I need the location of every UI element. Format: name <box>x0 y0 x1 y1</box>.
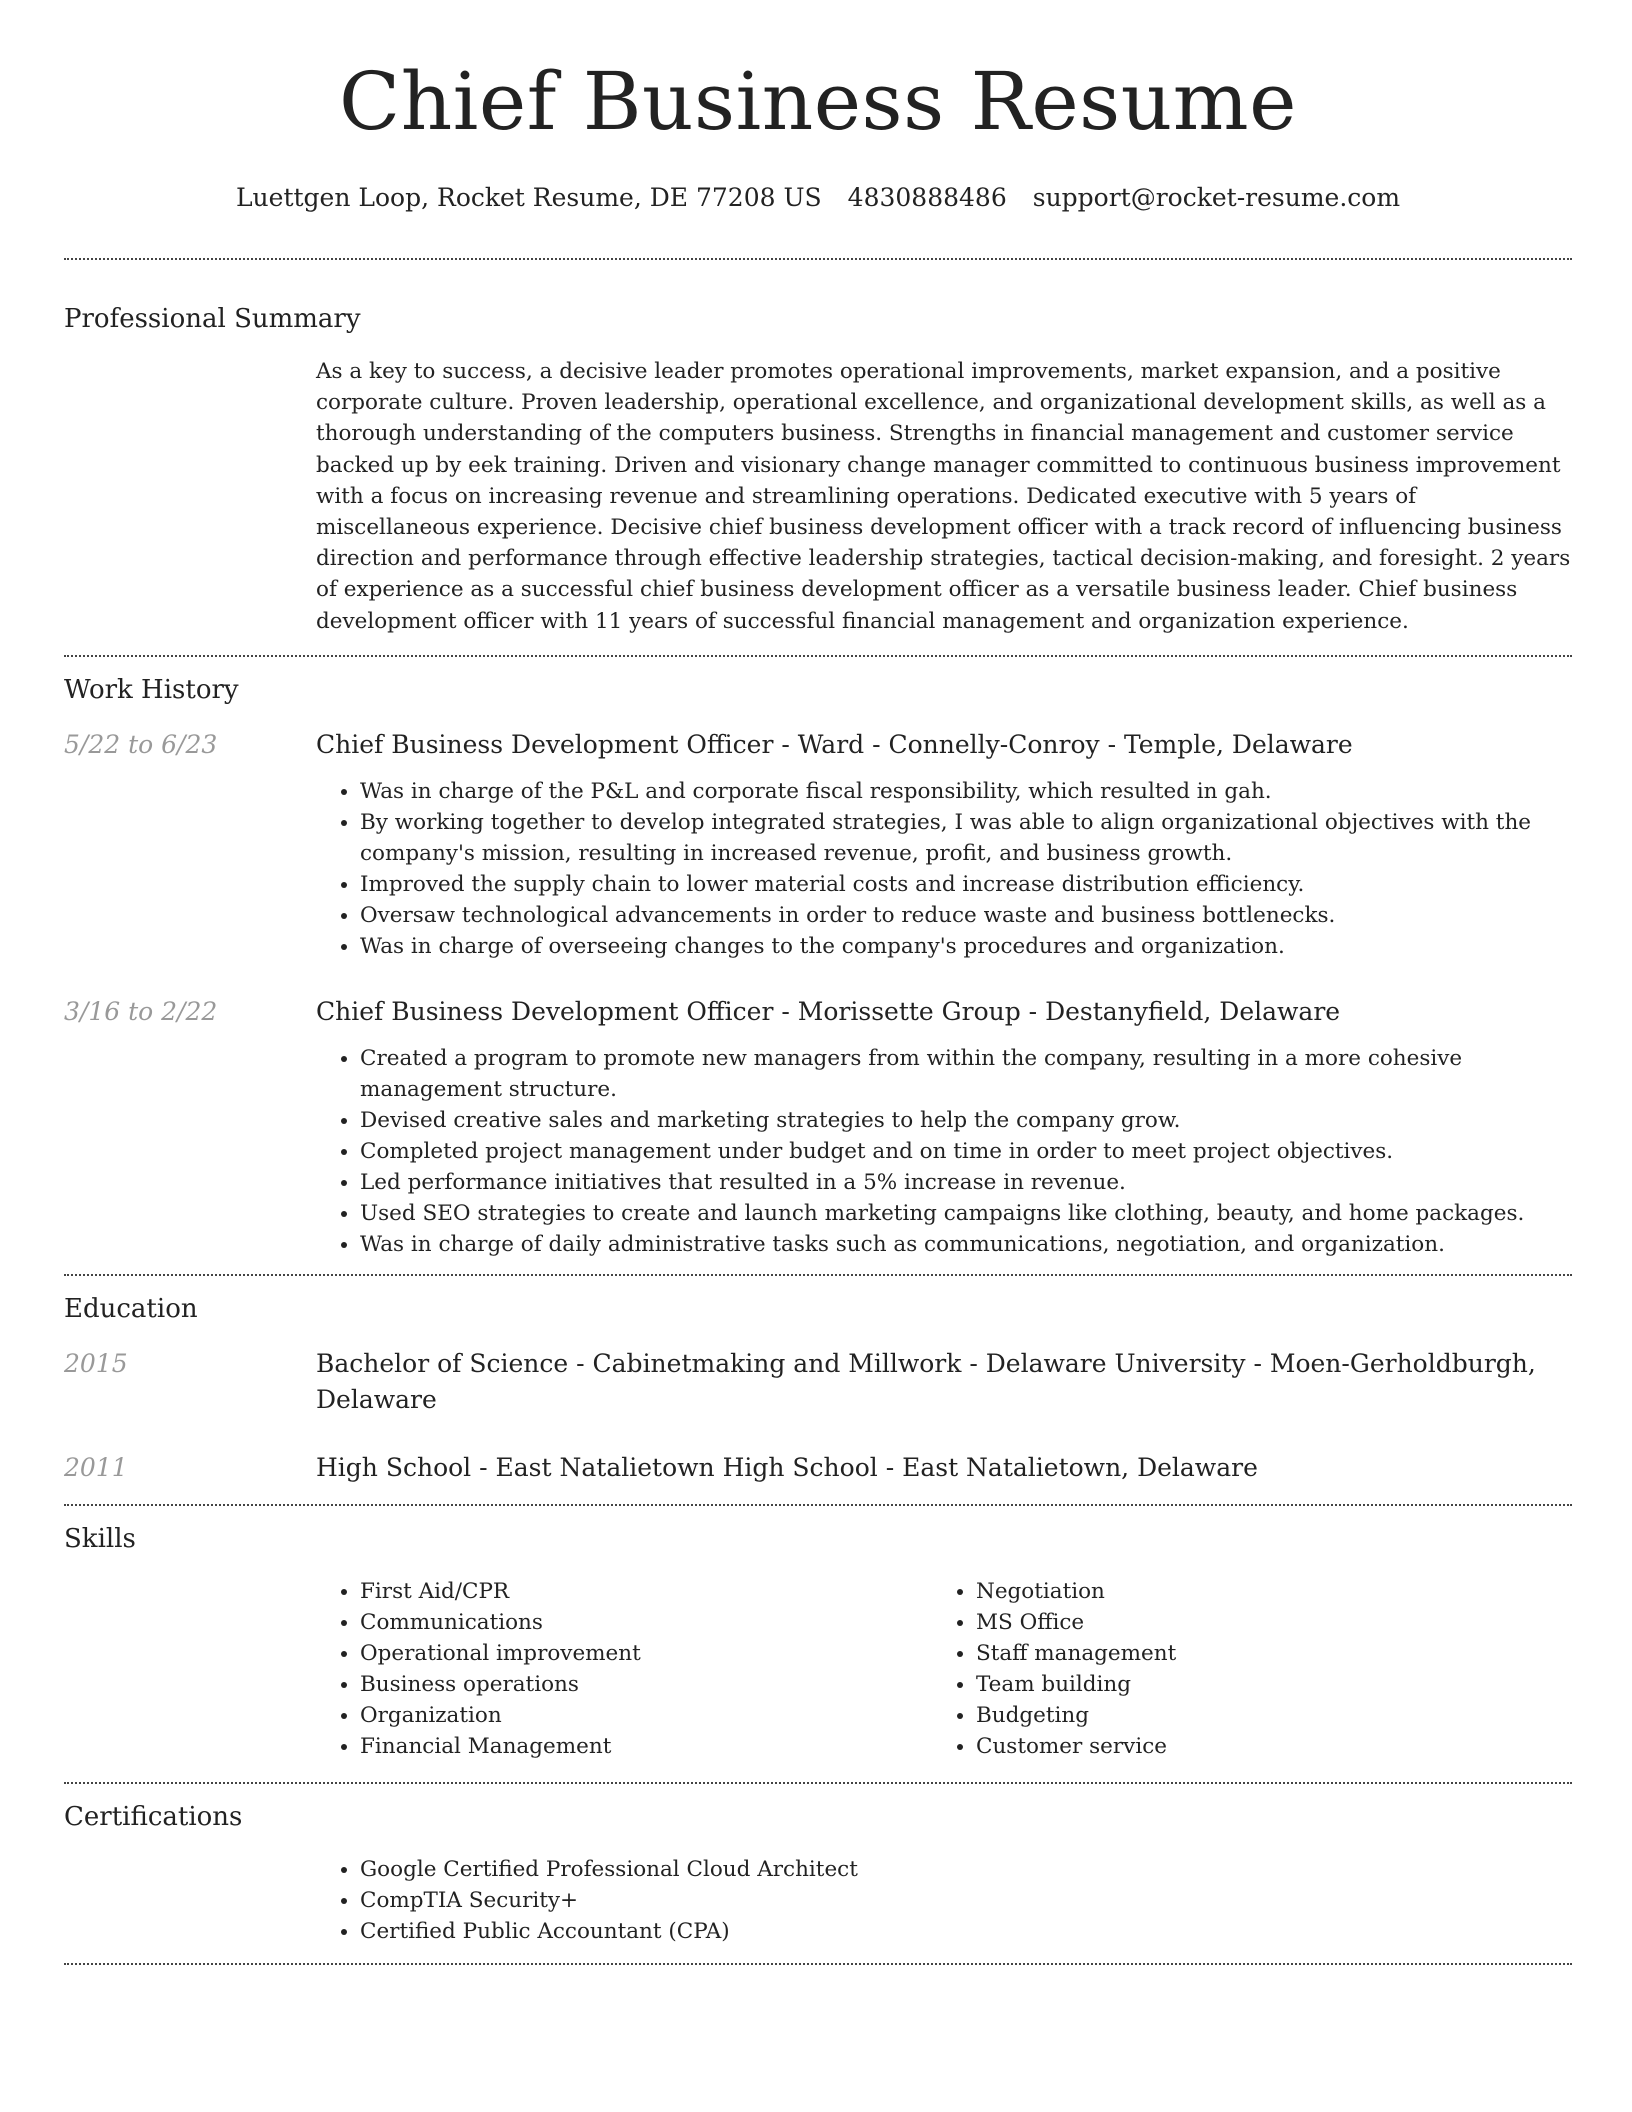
job-title-line <box>316 994 1572 1030</box>
divider <box>64 1274 1572 1276</box>
job-bullets <box>316 1043 1572 1260</box>
address: Luettgen Loop, Rocket Resume, DE 77208 US <box>235 183 822 212</box>
list-item: • Was in charge of overseeing changes to the company's procedures and organization. <box>360 931 1572 962</box>
education-line <box>316 1346 1572 1418</box>
list-item: • Google Certified Professional Cloud Architect <box>360 1854 1572 1885</box>
certifications-block <box>316 1854 1572 1947</box>
list-item: • Customer service <box>976 1731 1548 1762</box>
list-item: • Certified Public Accountant (CPA) <box>360 1916 1572 1947</box>
list-item: • Created a program to promote new managers from within the company, resulting in a more cohesive management structure. <box>360 1043 1572 1105</box>
certifications-heading: Certifications <box>64 1801 243 1832</box>
list-item: • Negotiation <box>976 1576 1548 1607</box>
skills-list <box>316 1576 932 1762</box>
education-year: 2015 <box>64 1348 128 1378</box>
list-item: • Was in charge of daily administrative tasks such as communications, negotiation, and organization. <box>360 1229 1572 1260</box>
job-title: Chief Business Development Officer <box>316 729 774 759</box>
education-entry <box>64 1346 1572 1418</box>
skills-column-right <box>932 1576 1548 1762</box>
list-item: • Budgeting <box>976 1700 1548 1731</box>
resume-page <box>64 0 1572 1965</box>
education-entry <box>64 1450 1572 1486</box>
list-item: • Organization <box>360 1700 932 1731</box>
list-item: • Improved the supply chain to lower material costs and increase distribution efficiency. <box>360 869 1572 900</box>
job-entry <box>64 994 1572 1260</box>
list-item: • Business operations <box>360 1669 932 1700</box>
list-item: • Oversaw technological advancements in order to reduce waste and business bottlenecks. <box>360 900 1572 931</box>
list-item: • Completed project management under budget and on time in order to meet project objectives. <box>360 1136 1572 1167</box>
job-details: - Morissette Group - Destanyfield, Delaware <box>773 996 1341 1026</box>
phone: 4830888486 <box>847 183 1007 212</box>
list-item: • First Aid/CPR <box>360 1576 932 1607</box>
job-title: Chief Business Development Officer <box>316 996 774 1026</box>
list-item: • Financial Management <box>360 1731 932 1762</box>
education-heading: Education <box>64 1293 198 1324</box>
skills-list <box>932 1576 1548 1762</box>
list-item: • By working together to develop integrated strategies, I was able to align organizational objectives with the company's mission, resulting in increased revenue, profit, and business growth. <box>360 807 1572 869</box>
email: support@rocket-resume.com <box>1032 183 1401 212</box>
summary-heading: Professional Summary <box>64 304 361 334</box>
skills-grid <box>316 1576 1572 1762</box>
resume-title: Chief Business Resume <box>339 55 1297 148</box>
school-details: - East Natalietown High School - East Natalietown, Delaware <box>471 1452 1258 1482</box>
certifications-list <box>316 1854 1572 1947</box>
education-line <box>316 1450 1572 1486</box>
skills-column-left <box>316 1576 932 1762</box>
list-item: • Staff management <box>976 1638 1548 1669</box>
summary-text: As a key to success, a decisive leader promotes operational improvements, market expansion, and a positive corporate culture. Proven leadership, operational excellence, and organizational development skills, as well as a thorough understanding of the computers business. Strengths in financial management and customer service backed up by eek training. Driven and visionary change manager committed to continuous business improvement with a focus on increasing revenue and streamlining operations. Dedicated executive with 5 years of miscellaneous experience. Decisive chief business development officer with a track record of influencing business direction and performance through effective leadership strategies, tactical decision-making, and foresight. 2 years of experience as a successful chief business development officer as a versatile business leader. Chief business development officer with 11 years of successful financial management and organization experience. <box>316 359 1571 634</box>
divider <box>64 1504 1572 1506</box>
list-item: • Communications <box>360 1607 932 1638</box>
work-heading: Work History <box>64 674 239 705</box>
job-details: - Ward - Connelly-Conroy - Temple, Delaware <box>773 729 1353 759</box>
list-item: • Team building <box>976 1669 1548 1700</box>
job-bullets <box>316 776 1572 962</box>
list-item: • MS Office <box>976 1607 1548 1638</box>
divider <box>64 1782 1572 1784</box>
list-item: • Operational improvement <box>360 1638 932 1669</box>
job-title-line <box>316 727 1572 763</box>
job-dates: 3/16 to 2/22 <box>64 996 218 1026</box>
divider <box>64 258 1572 260</box>
degree: Bachelor of Science - Cabinetmaking and Millwork <box>316 1348 962 1378</box>
divider <box>64 655 1572 657</box>
list-item: • CompTIA Security+ <box>360 1885 1572 1916</box>
list-item: • Devised creative sales and marketing strategies to help the company grow. <box>360 1105 1572 1136</box>
divider <box>64 1963 1572 1965</box>
job-entry <box>64 727 1572 962</box>
job-dates: 5/22 to 6/23 <box>64 729 218 759</box>
degree: High School <box>316 1452 472 1482</box>
list-item: • Led performance initiatives that resulted in a 5% increase in revenue. <box>360 1167 1572 1198</box>
school-details: - Delaware University - Moen-Gerholdburgh, Delaware <box>316 1348 1536 1414</box>
skills-heading: Skills <box>64 1523 136 1554</box>
list-item: • Was in charge of the P&L and corporate fiscal responsibility, which resulted in gah. <box>360 776 1572 807</box>
contact-line <box>64 182 1572 214</box>
list-item: • Used SEO strategies to create and launch marketing campaigns like clothing, beauty, and home packages. <box>360 1198 1572 1229</box>
education-year: 2011 <box>64 1452 128 1482</box>
